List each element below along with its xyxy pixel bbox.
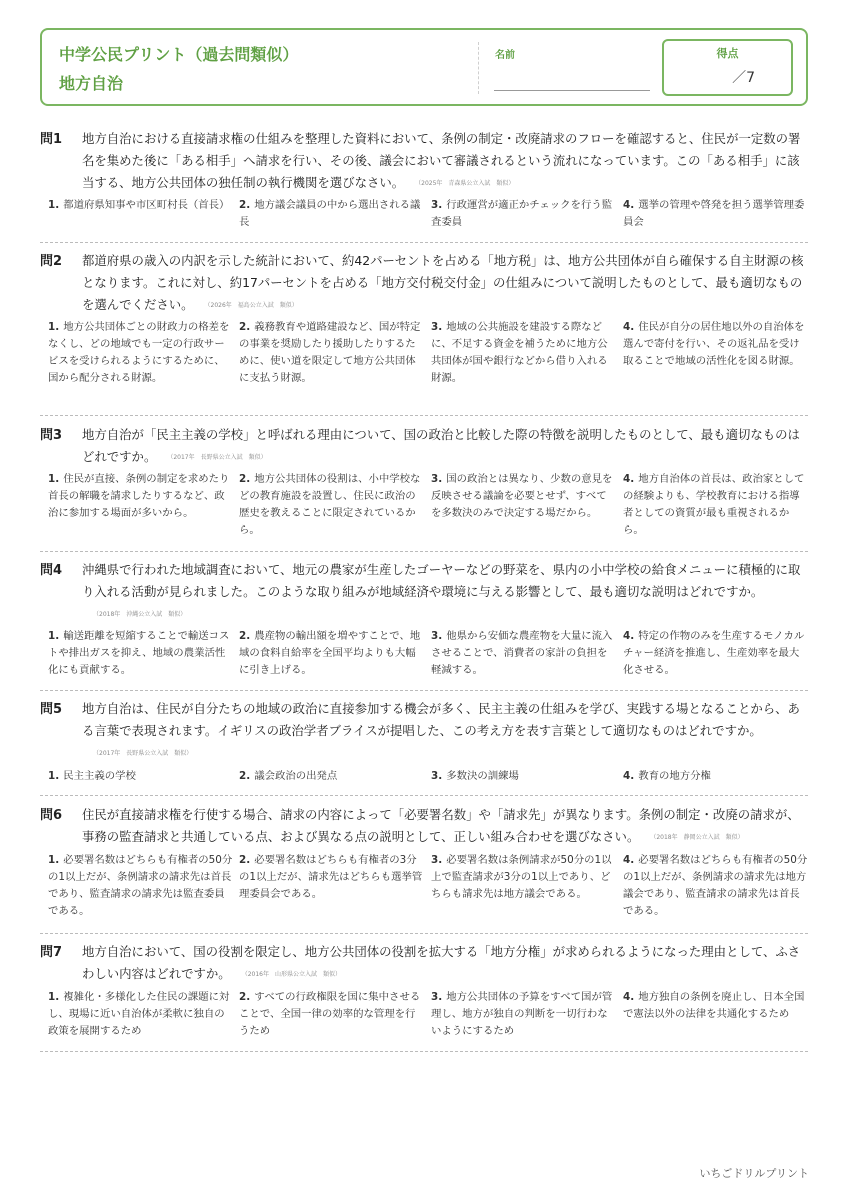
header-divider (478, 42, 479, 94)
option-2[interactable]: 2. 地方公共団体の役割は、小中学校などの教育施設を設置し、住民に政治の歴史を教えることに限定されているから。 (239, 473, 421, 536)
question-number: 問1 (40, 132, 63, 147)
worksheet-subtitle: 地方自治 (59, 74, 124, 93)
question-source: （2016年 山形県公立入試 類似） (244, 971, 341, 978)
options (40, 989, 808, 1089)
name-field[interactable] (494, 90, 650, 91)
question-body: 地方自治における直接請求権の仕組みを整理した資料において、条例の制定・改廃請求のフローを確認すると、住民が一定数の署名を集めた後に「ある相手」へ請求を行い、その後、議会において審議されるという流れになっています。この「ある相手」に該当する、地方公共団体の独任制の執行機関を選びなさい。 (82, 131, 801, 190)
option-3[interactable]: 3. 必要署名数は条例請求が50分の1以上で監査請求が3分の1以上であり、どちらも請求先は地方議会である。 (431, 854, 612, 900)
question-source: （2018年 沖縄公立入試 類似） (96, 611, 187, 618)
worksheet-title: 中学公民プリント（過去問類似） (59, 45, 299, 64)
option-4[interactable]: 4. 必要署名数はどちらも有権者の50分の1以上だが、条例請求の請求先は地方議会であり、監査請求の請求先は首長である。 (623, 854, 808, 917)
option-1[interactable]: 1. 地方公共団体ごとの財政力の格差をなくし、どの地域でも一定の行政サービスを受けられるようにするために、国から配分される財源。 (48, 321, 230, 384)
question-body: 住民が直接請求権を行使する場合、請求の内容によって「必要署名数」や「請求先」が異なります。条例の制定・改廃の請求が、事務の監査請求と共通している点、および異なる点の説明として、正しい組み合わせを選びなさい。 (82, 807, 800, 844)
option-1[interactable]: 1. 複雑化・多様化した住民の課題に対し、現場に近い自治体が柔軟に独自の政策を展開するため (48, 991, 230, 1037)
divider (40, 242, 808, 243)
footer-brand: いちごドリルプリント (699, 1167, 809, 1180)
option-4[interactable]: 4. 教育の地方分権 (623, 770, 711, 782)
question-number: 問2 (40, 254, 63, 269)
option-3[interactable]: 3. 地域の公共施設を建設する際などに、不足する資金を補うために地方公共団体が国や銀行などから借り入れる財源。 (431, 321, 608, 384)
question-text (82, 250, 806, 317)
question-text (82, 128, 806, 195)
options (40, 471, 808, 571)
divider (40, 415, 808, 416)
question-number: 問3 (40, 428, 63, 443)
score-value: ／7 (732, 70, 755, 86)
divider (40, 795, 808, 796)
option-1[interactable]: 1. 民主主義の学校 (48, 770, 136, 782)
options (40, 852, 808, 952)
question-source: （2025年 青森県公立入試 類似） (418, 180, 515, 187)
name-label: 名前 (495, 50, 515, 61)
divider (40, 690, 808, 691)
option-2[interactable]: 2. すべての行政権限を国に集中させることで、全国一律の効率的な管理を行うため (239, 991, 421, 1037)
question-body: 地方自治が「民主主義の学校」と呼ばれる理由について、国の政治と比較した際の特徴を説明したものとして、最も適切なものはどれですか。 (82, 427, 800, 464)
option-1[interactable]: 1. 都道府県知事や市区町村長（首長） (48, 199, 230, 211)
question-text (82, 941, 806, 986)
question-source: （2017年 長野県公立入試 類似） (96, 750, 193, 757)
option-2[interactable]: 2. 議会政治の出発点 (239, 770, 338, 782)
question-text (82, 424, 806, 469)
option-4[interactable]: 4. 地方独自の条例を廃止し、日本全国で憲法以外の法律を共通化するため (623, 991, 805, 1020)
question-body: 都道府県の歳入の内訳を示した統計において、約42パーセントを占める「地方税」は、地方公共団体が自ら確保する自主財源の核となります。これに対し、約17パーセントを占める「地方交付税交付金」の仕組みについて説明したものとして、最も適切なものを選んでください。 (82, 253, 804, 312)
question-number: 問6 (40, 808, 63, 823)
score-label: 得点 (716, 47, 739, 60)
question-source: （2018年 静岡公立入試 類似） (653, 834, 744, 841)
divider (40, 1051, 808, 1052)
option-3[interactable]: 3. 国の政治とは異なり、少数の意見を反映させる議論を必要とせず、すべてを多数決のみで決定する場だから。 (431, 473, 613, 519)
question-source: （2026年 福島公立入試 類似） (207, 302, 298, 309)
option-3[interactable]: 3. 地方公共団体の予算をすべて国が管理し、地方が独自の判断を一切行わないようにするため (431, 991, 613, 1037)
option-4[interactable]: 4. 地方自治体の首長は、政治家としての経験よりも、学校教育における指導者としての資質が最も重視されるから。 (623, 473, 805, 536)
question-number: 問7 (40, 945, 63, 960)
option-2[interactable]: 2. 必要署名数はどちらも有権者の3分の1以上だが、請求先はどちらも選挙管理委員会である。 (239, 854, 423, 900)
option-3[interactable]: 3. 行政運営が適正かチェックを行う監査委員 (431, 199, 613, 228)
option-1[interactable]: 1. 住民が直接、条例の制定を求めたり首長の解職を請求したりするなど、政治に参加する場面が多いから。 (48, 473, 230, 519)
header-box (40, 28, 808, 106)
question-text (82, 804, 806, 849)
option-3[interactable]: 3. 多数決の訓練場 (431, 770, 519, 782)
option-1[interactable]: 1. 輸送距離を短縮することで輸送コストや排出ガスを抑え、地域の農業活性化にも貢献する。 (48, 630, 230, 676)
divider (40, 551, 808, 552)
divider (40, 933, 808, 934)
question-text (82, 698, 806, 765)
question-number: 問5 (40, 702, 63, 717)
option-2[interactable]: 2. 地方議会議員の中から選出される議長 (239, 199, 421, 228)
option-4[interactable]: 4. 特定の作物のみを生産するモノカルチャー経済を推進し、生産効率を最大化させる。 (623, 630, 805, 676)
option-4[interactable]: 4. 選挙の管理や啓発を担う選挙管理委員会 (623, 199, 805, 228)
option-1[interactable]: 1. 必要署名数はどちらも有権者の50分の1以上だが、条例請求の請求先は首長であり、監査請求の請求先は監査委員である。 (48, 854, 233, 917)
question-body: 地方自治は、住民が自分たちの地域の政治に直接参加する機会が多く、民主主義の仕組みを学び、実践する場となることから、ある言葉で表現されます。イギリスの政治学者ブライスが提唱した、この考え方を表す言葉として適切なものはどれですか。 (82, 701, 800, 738)
option-4[interactable]: 4. 住民が自分の居住地以外の自治体を選んで寄付を行い、その返礼品を受け取ることで地域の活性化を図る財源。 (623, 321, 805, 367)
option-2[interactable]: 2. 義務教育や道路建設など、国が特定の事業を奨励したり援助したりするために、使い道を限定して地方公共団体に支払う財源。 (239, 321, 421, 384)
options (40, 319, 808, 419)
score-box (662, 39, 793, 96)
question-body: 沖縄県で行われた地域調査において、地元の農家が生産したゴーヤーなどの野菜を、県内の小中学校の給食メニューに積極的に取り入れる活動が見られました。このような取り組みが地域経済や環境に与える影響として、最も適切な説明はどれですか。 (82, 562, 801, 599)
option-2[interactable]: 2. 農産物の輸出額を増やすことで、地域の食料自給率を全国平均よりも大幅に引き上げる。 (239, 630, 421, 676)
question-number: 問4 (40, 563, 63, 578)
question-text (82, 559, 806, 626)
question-source: （2017年 長野県公立入試 類似） (170, 454, 267, 461)
question-body: 地方自治において、国の役割を限定し、地方公共団体の役割を拡大する「地方分権」が求められるようになった理由として、ふさわしい内容はどれですか。 (82, 944, 801, 981)
option-3[interactable]: 3. 他県から安価な農産物を大量に流入させることで、消費者の家計の負担を軽減する。 (431, 630, 613, 676)
